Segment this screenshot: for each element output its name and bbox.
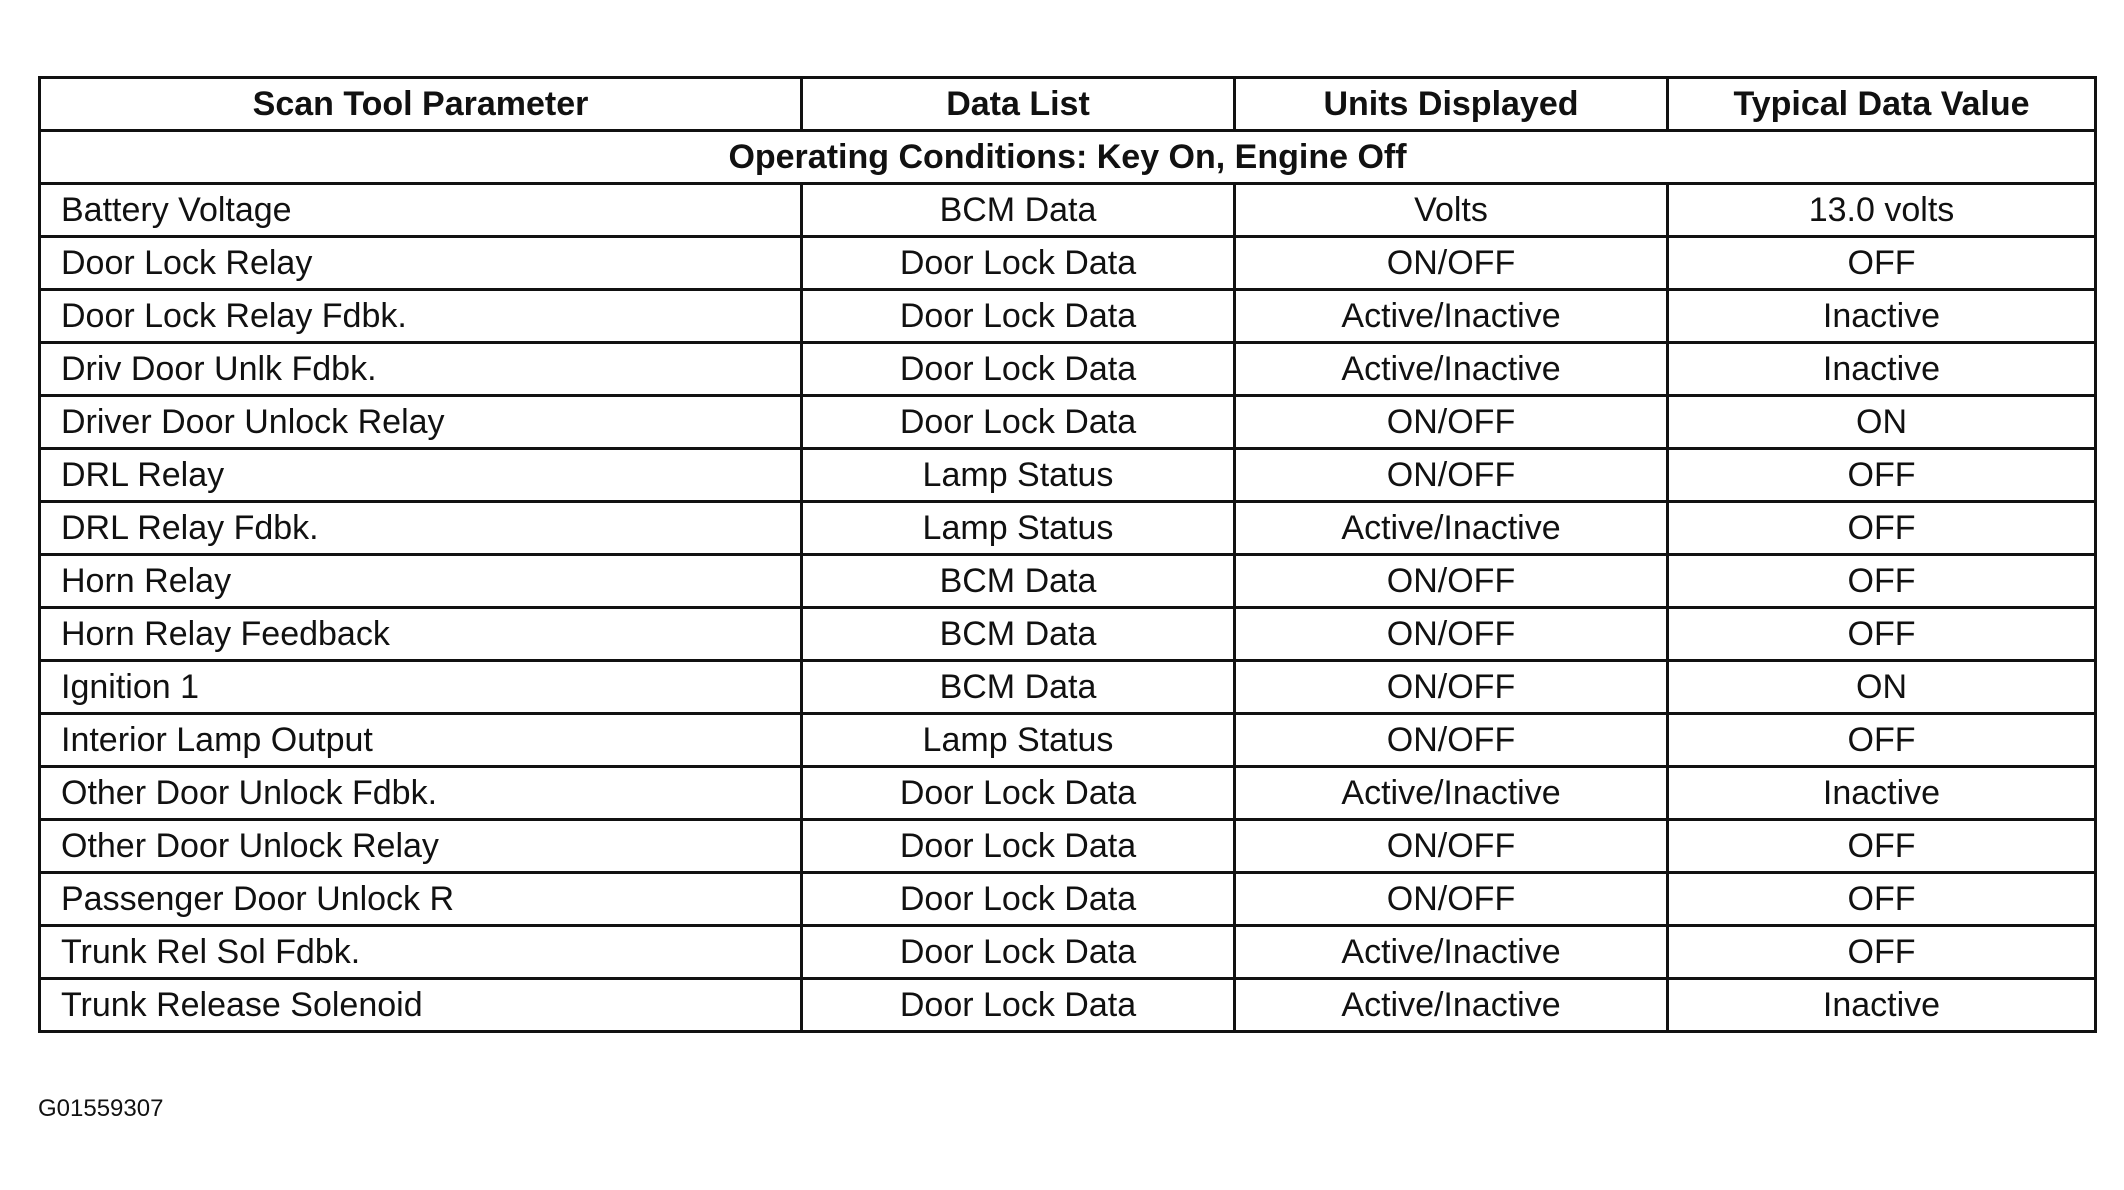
table-row [40,396,2096,449]
cell-typical-value: OFF [1668,237,2096,290]
cell-parameter: Other Door Unlock Relay [40,820,802,873]
table-row [40,661,2096,714]
cell-data-list: BCM Data [802,555,1235,608]
cell-data-list: BCM Data [802,608,1235,661]
cell-units: ON/OFF [1235,608,1668,661]
header-scan-tool-parameter: Scan Tool Parameter [40,78,802,131]
cell-typical-value: ON [1668,661,2096,714]
figure-id: G01559307 [38,1095,164,1122]
table-row [40,714,2096,767]
cell-units: ON/OFF [1235,820,1668,873]
cell-units: ON/OFF [1235,396,1668,449]
table-row [40,184,2096,237]
cell-data-list: Door Lock Data [802,290,1235,343]
cell-typical-value: OFF [1668,502,2096,555]
cell-typical-value: OFF [1668,926,2096,979]
cell-units: ON/OFF [1235,873,1668,926]
table-header [40,78,2096,131]
cell-typical-value: 13.0 volts [1668,184,2096,237]
header-data-list: Data List [802,78,1235,131]
cell-parameter: Horn Relay Feedback [40,608,802,661]
cell-units: ON/OFF [1235,449,1668,502]
cell-parameter: Door Lock Relay [40,237,802,290]
cell-typical-value: OFF [1668,820,2096,873]
table-row [40,343,2096,396]
cell-units: Active/Inactive [1235,290,1668,343]
cell-data-list: Door Lock Data [802,979,1235,1032]
cell-data-list: Door Lock Data [802,343,1235,396]
cell-units: ON/OFF [1235,661,1668,714]
table-row [40,237,2096,290]
table-row [40,820,2096,873]
cell-parameter: Driver Door Unlock Relay [40,396,802,449]
cell-parameter: Other Door Unlock Fdbk. [40,767,802,820]
cell-parameter: Door Lock Relay Fdbk. [40,290,802,343]
cell-parameter: Battery Voltage [40,184,802,237]
cell-parameter: Ignition 1 [40,661,802,714]
cell-data-list: Door Lock Data [802,873,1235,926]
table-row [40,449,2096,502]
cell-data-list: Lamp Status [802,502,1235,555]
cell-parameter: Trunk Release Solenoid [40,979,802,1032]
table-row [40,555,2096,608]
cell-data-list: BCM Data [802,661,1235,714]
cell-data-list: Door Lock Data [802,926,1235,979]
cell-data-list: Door Lock Data [802,767,1235,820]
scan-tool-data-table [38,76,2097,1033]
cell-typical-value: OFF [1668,714,2096,767]
cell-data-list: Door Lock Data [802,396,1235,449]
table-row [40,873,2096,926]
cell-typical-value: Inactive [1668,343,2096,396]
cell-parameter: Passenger Door Unlock R [40,873,802,926]
table-row [40,979,2096,1032]
cell-typical-value: Inactive [1668,979,2096,1032]
cell-parameter: Trunk Rel Sol Fdbk. [40,926,802,979]
cell-units: ON/OFF [1235,555,1668,608]
cell-typical-value: OFF [1668,608,2096,661]
table-row [40,608,2096,661]
header-row [40,78,2096,131]
cell-units: Active/Inactive [1235,979,1668,1032]
cell-typical-value: OFF [1668,555,2096,608]
table-body [40,131,2096,1032]
table-row [40,926,2096,979]
cell-units: Active/Inactive [1235,926,1668,979]
cell-typical-value: OFF [1668,449,2096,502]
cell-parameter: DRL Relay Fdbk. [40,502,802,555]
cell-data-list: BCM Data [802,184,1235,237]
operating-conditions: Operating Conditions: Key On, Engine Off [40,131,2096,184]
cell-typical-value: OFF [1668,873,2096,926]
cell-parameter: Horn Relay [40,555,802,608]
table-row [40,290,2096,343]
cell-data-list: Door Lock Data [802,237,1235,290]
table-row [40,767,2096,820]
cell-typical-value: ON [1668,396,2096,449]
scan-tool-data-table-container [38,76,2094,1033]
cell-parameter: Interior Lamp Output [40,714,802,767]
cell-units: Active/Inactive [1235,343,1668,396]
header-units-displayed: Units Displayed [1235,78,1668,131]
cell-units: Active/Inactive [1235,767,1668,820]
cell-units: Volts [1235,184,1668,237]
table-row [40,502,2096,555]
condition-row [40,131,2096,184]
cell-data-list: Lamp Status [802,714,1235,767]
cell-data-list: Door Lock Data [802,820,1235,873]
cell-parameter: Driv Door Unlk Fdbk. [40,343,802,396]
cell-typical-value: Inactive [1668,767,2096,820]
cell-parameter: DRL Relay [40,449,802,502]
cell-data-list: Lamp Status [802,449,1235,502]
header-typical-data-value: Typical Data Value [1668,78,2096,131]
cell-typical-value: Inactive [1668,290,2096,343]
cell-units: Active/Inactive [1235,502,1668,555]
cell-units: ON/OFF [1235,237,1668,290]
cell-units: ON/OFF [1235,714,1668,767]
